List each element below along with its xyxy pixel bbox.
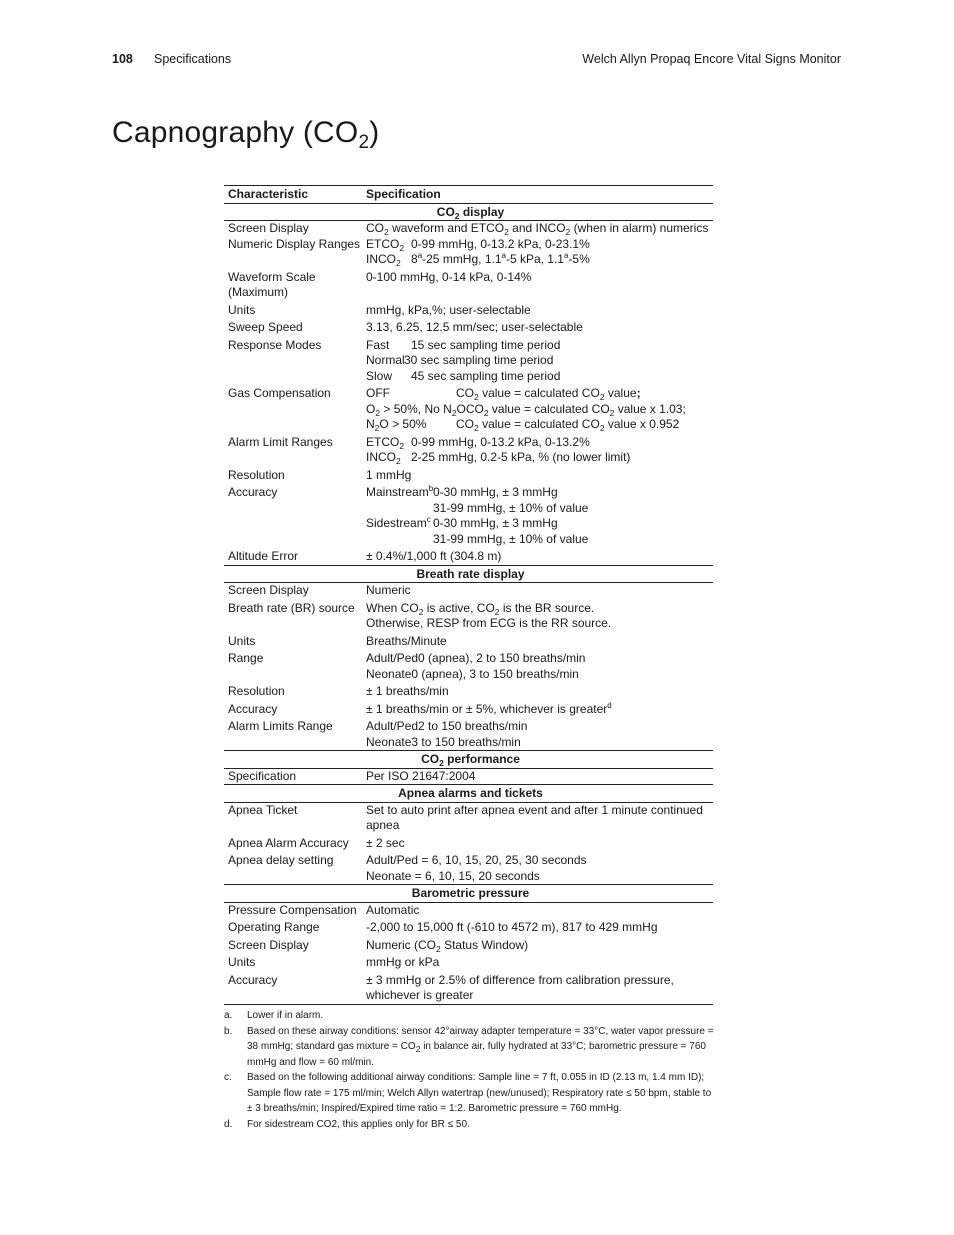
- document-title: Welch Allyn Propaq Encore Vital Signs Monitor: [582, 52, 841, 66]
- title-close: ): [369, 116, 380, 149]
- page-title: [112, 116, 380, 153]
- table-row: Sweep Speed 3.13, 6.25, 12.5 mm/sec; user-selectable: [228, 320, 583, 334]
- table-row: Apnea Alarm Accuracy ± 2 sec: [228, 835, 405, 850]
- col-specification: Specification: [362, 186, 713, 204]
- table-row: Numeric Display Ranges $ETCO_2$ 0-99 mmHg, 0-13.2 kPa, 0-23.1% $INCO_2$ 8$^a$-25 mmHg, 1.1$^a$-5 kPa, 1.1$^a$-5%: [228, 236, 590, 268]
- table-row: Specification Per ISO 21647:2004: [228, 768, 476, 783]
- table-row: Gas Compensation OFF $CO_2$ value = calculated $CO_2$ value; $O_2 > 50\%$, No $N_2OCO_2$ value = calculated $CO_2$ value x 1.03; $N_2O > 50\%$ $CO_2$ value = calculated $CO_2$ value x 0.952: [228, 386, 686, 433]
- table-row: Altitude Error ± 0.4%/1,000 ft (304.8 m): [228, 549, 502, 563]
- footnote-a: a. Lower if in alarm.: [224, 1010, 324, 1021]
- footnote-d: d. For sidestream CO2, this applies only for BR ≤ 50.: [224, 1118, 470, 1130]
- table-header-row: [224, 186, 713, 204]
- table-row: Breath rate (BR) source When $CO_2$ is active, $CO_2$ is the BR source. Otherwise, RESP from ECG is the RR source.: [228, 600, 612, 630]
- section-apnea: Apnea alarms and tickets: [224, 785, 713, 803]
- table-row: Screen Display Numeric ($CO_2$ Status Window): [228, 937, 529, 954]
- table-row: Accuracy ± 1 breaths/min or ± 5%, whichever is greater$^d$: [228, 700, 612, 716]
- section-barometric: Barometric pressure: [224, 885, 713, 903]
- table-row: Operating Range -2,000 to 15,000 ft (-610 to 4572 m), 817 to 429 mmHg: [228, 920, 658, 934]
- table-row: Alarm Limit Ranges $ETCO_2$ 0-99 mmHg, 0-13.2 kPa, 0-13.2% $INCO_2$ 2-25 mmHg, 0.2-5 kPa, % (no lower limit): [228, 434, 631, 466]
- table-row: Screen Display Numeric: [228, 583, 411, 597]
- footnotes: [224, 1008, 716, 1132]
- table-row: Units mmHg, kPa,%; user-selectable: [228, 302, 531, 317]
- spec-table: [224, 185, 713, 1005]
- table-row: Screen Display $CO_2$ waveform and $ETCO_2$ and $INCO_2$ (when in alarm) numerics: [228, 221, 709, 237]
- section-co2-performance: $CO_2$ performance: [224, 751, 713, 769]
- footnote-b: b. Based on these airway conditions: sensor 42°airway adapter temperature = 33°C, water vapor pressure = 38 mmHg; standard gas mixture = $CO_2$ in balance air, fully hydrated at 33°C; barometric pressure = 760 mmHg and flow = 60 ml/min.: [224, 1025, 714, 1068]
- section-breath-rate: Breath rate display: [224, 565, 713, 583]
- title-text: Capnography (CO: [112, 116, 359, 149]
- table-row: Resolution 1 mmHg: [228, 467, 412, 482]
- section-co2-display: $CO_2$ display: [224, 203, 713, 221]
- table-row: Resolution ± 1 breaths/min: [228, 684, 449, 698]
- col-characteristic: Characteristic: [224, 186, 362, 204]
- title-subscript: 2: [358, 132, 370, 153]
- page-number: 108: [112, 52, 133, 66]
- table-row: Units mmHg or kPa: [228, 955, 440, 969]
- table-row: Response Modes Fast 15 sec sampling time period Normal30 sec sampling time period Slow 45 sec sampling time period: [228, 337, 561, 383]
- footnote-c: c. Based on the following additional airway conditions: Sample line = 7 ft, 0.055 in ID (2.13 m, 1.4 mm ID); Sample flow rate = 175 ml/min; Welch Allyn watertrap (new/unused); Respiratory rate ≤ 50 bpm, stable to ± 3 breaths/min; Inspired/Expired time ratio = 1:2. Barometric pressure = 760 mmHg.: [224, 1072, 712, 1114]
- table-row: Pressure Compensation Automatic: [228, 902, 420, 917]
- table-row: Accuracy Mainstream$^b$0-30 mmHg, ± 3 mmHg 31-99 mmHg, ± 10% of value Sidestream$^c$ 0-30 mmHg, ± 3 mmHg 31-99 mmHg, ± 10% of value: [228, 484, 589, 546]
- section-name: Specifications: [154, 52, 232, 66]
- table-row: Waveform Scale (Maximum) 0-100 mmHg, 0-14 kPa, 0-14%: [228, 269, 532, 299]
- table-row: Apnea delay setting Adult/Ped = 6, 10, 15, 20, 25, 30 seconds Neonate = 6, 10, 15, 20 seconds: [228, 853, 587, 883]
- table-row: Apnea Ticket Set to auto print after apnea event and after 1 minute continued apnea: [228, 802, 703, 832]
- table-row: Accuracy ± 3 mmHg or 2.5% of difference from calibration pressure, whichever is greater: [224, 973, 713, 1005]
- table-row: Units Breaths/Minute: [228, 633, 447, 648]
- table-row: Alarm Limits Range Adult/Ped2 to 150 breaths/min Neonate3 to 150 breaths/min: [228, 719, 528, 749]
- table-row: Range Adult/Ped0 (apnea), 2 to 150 breaths/min Neonate0 (apnea), 3 to 150 breaths/min: [228, 651, 586, 681]
